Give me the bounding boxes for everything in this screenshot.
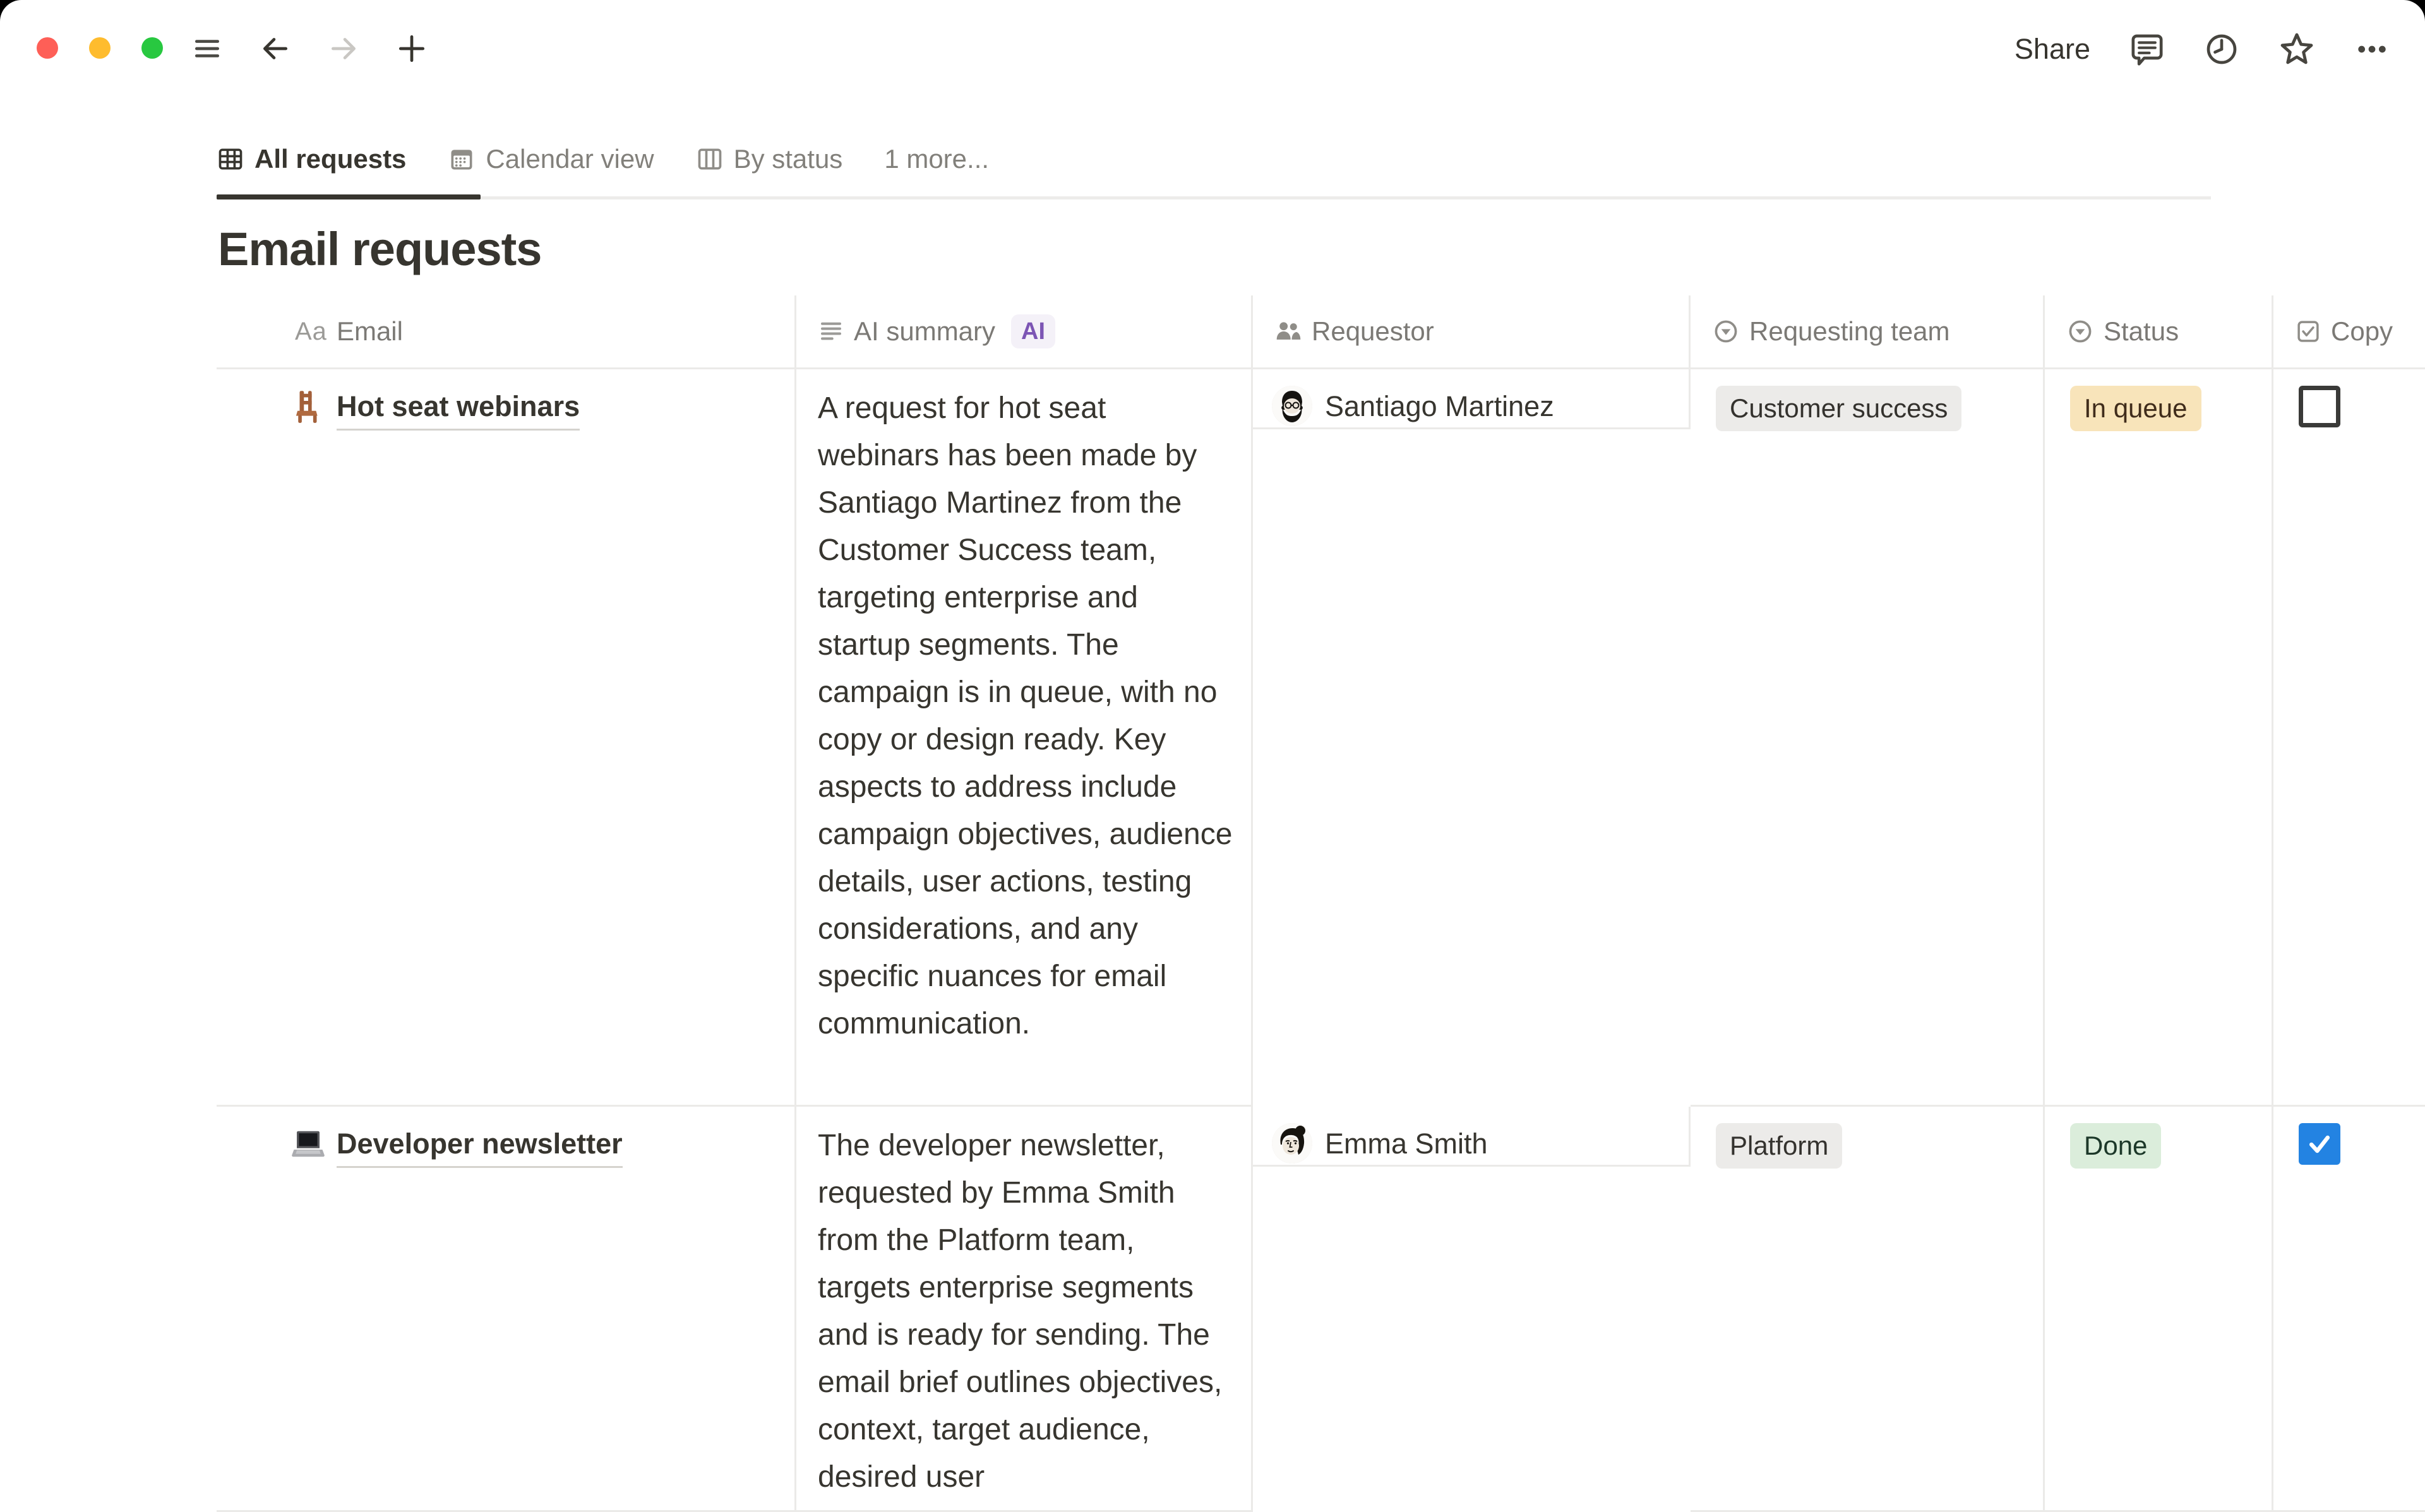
select-icon <box>1712 318 1740 345</box>
tab-label: Calendar view <box>486 144 654 174</box>
cell-requestor-row1[interactable] <box>1253 369 1691 429</box>
ai-badge: AI <box>1011 314 1055 348</box>
cell-status-row1[interactable] <box>2045 369 2273 1107</box>
column-header-status[interactable] <box>2045 295 2273 369</box>
copy-checkbox-unchecked[interactable] <box>2299 386 2340 427</box>
close-button[interactable] <box>37 37 58 59</box>
tab-label: By status <box>733 144 843 174</box>
people-icon <box>1274 318 1302 345</box>
column-label: Requestor <box>1312 316 1434 346</box>
team-tag: Customer success <box>1716 386 1961 431</box>
avatar-emma <box>1272 1123 1312 1164</box>
active-tab-underline <box>217 194 481 199</box>
ellipsis-icon[interactable] <box>2354 32 2390 67</box>
text-Aa-icon: Aa <box>295 317 327 345</box>
cell-requesting-team-row2[interactable] <box>1691 1107 2045 1512</box>
table-view-icon <box>217 145 244 173</box>
titlebar <box>0 0 2425 98</box>
tab-label: All requests <box>254 144 407 174</box>
cell-ai-summary-row2[interactable]: The developer newsletter, requested by Emma Smith from the Platform team, targets enterprise segments and is ready for sending. The email brief outlines objectives, context, target audience, desired user <box>796 1107 1253 1512</box>
status-tag: Done <box>2070 1123 2161 1169</box>
tab-all-requests[interactable] <box>217 144 406 174</box>
cell-ai-summary-row1[interactable]: A request for hot seat webinars has been made by Santiago Martinez from the Customer Success team, targeting enterprise and startup segments. The campaign is in queue, with no copy or design ready. Key aspects to address include campaign objectives, audience details, user actions, testing considerations, and any specific nuances for email communication. <box>796 369 1253 1107</box>
cell-copy-row2[interactable] <box>2273 1107 2425 1512</box>
column-label: Requesting team <box>1749 316 1950 346</box>
checkbox-icon <box>2295 318 2321 345</box>
cell-status-row2[interactable] <box>2045 1107 2273 1512</box>
chair-icon <box>291 390 325 424</box>
text-lines-icon <box>818 318 844 345</box>
board-view-icon <box>696 145 724 173</box>
avatar-santiago <box>1272 386 1312 426</box>
column-header-copy[interactable] <box>2273 295 2425 369</box>
cell-copy-row1[interactable] <box>2273 369 2425 1107</box>
star-icon[interactable] <box>2278 31 2315 68</box>
hamburger-icon[interactable] <box>191 33 223 64</box>
expand-button[interactable] <box>141 37 163 59</box>
column-label: Status <box>2104 316 2179 346</box>
forward-arrow-icon[interactable] <box>328 33 359 64</box>
email-requests-table <box>217 295 2425 1512</box>
cell-requestor-row2[interactable] <box>1253 1107 1691 1167</box>
email-title-link[interactable]: Hot seat webinars <box>337 388 580 431</box>
cell-email-row2[interactable] <box>217 1107 796 1512</box>
column-header-requesting-team[interactable] <box>1691 295 2045 369</box>
column-label: AI summary <box>854 316 996 346</box>
column-header-requestor[interactable] <box>1253 295 1691 369</box>
clock-icon[interactable] <box>2204 32 2239 67</box>
minimize-button[interactable] <box>89 37 111 59</box>
email-title-link[interactable]: Developer newsletter <box>337 1126 623 1168</box>
page-title[interactable]: Email requests <box>218 223 542 275</box>
cell-email-row1[interactable] <box>217 369 796 1107</box>
traffic-lights <box>37 37 163 59</box>
check-icon <box>2306 1130 2333 1158</box>
tabs-divider <box>217 196 2211 199</box>
copy-checkbox-checked[interactable] <box>2299 1123 2340 1165</box>
view-tabs <box>217 124 989 194</box>
column-header-ai-summary[interactable] <box>796 295 1253 369</box>
column-label: Email <box>336 316 403 346</box>
requestor-name: Santiago Martinez <box>1325 390 1554 422</box>
plus-icon[interactable] <box>396 33 428 64</box>
comment-icon[interactable] <box>2129 32 2165 67</box>
requestor-name: Emma Smith <box>1325 1128 1488 1160</box>
column-header-email[interactable] <box>217 295 796 369</box>
select-icon <box>2066 318 2094 345</box>
share-button[interactable]: Share <box>2014 33 2090 65</box>
tab-by-status[interactable] <box>696 144 843 174</box>
tab-calendar-view[interactable] <box>448 144 654 174</box>
status-tag: In queue <box>2070 386 2201 431</box>
column-label: Copy <box>2331 316 2393 346</box>
cell-requesting-team-row1[interactable] <box>1691 369 2045 1107</box>
tabs-more-button[interactable]: 1 more... <box>884 144 990 174</box>
team-tag: Platform <box>1716 1123 1842 1169</box>
laptop-icon <box>291 1127 325 1161</box>
back-arrow-icon[interactable] <box>260 33 291 64</box>
calendar-view-icon <box>448 145 476 173</box>
